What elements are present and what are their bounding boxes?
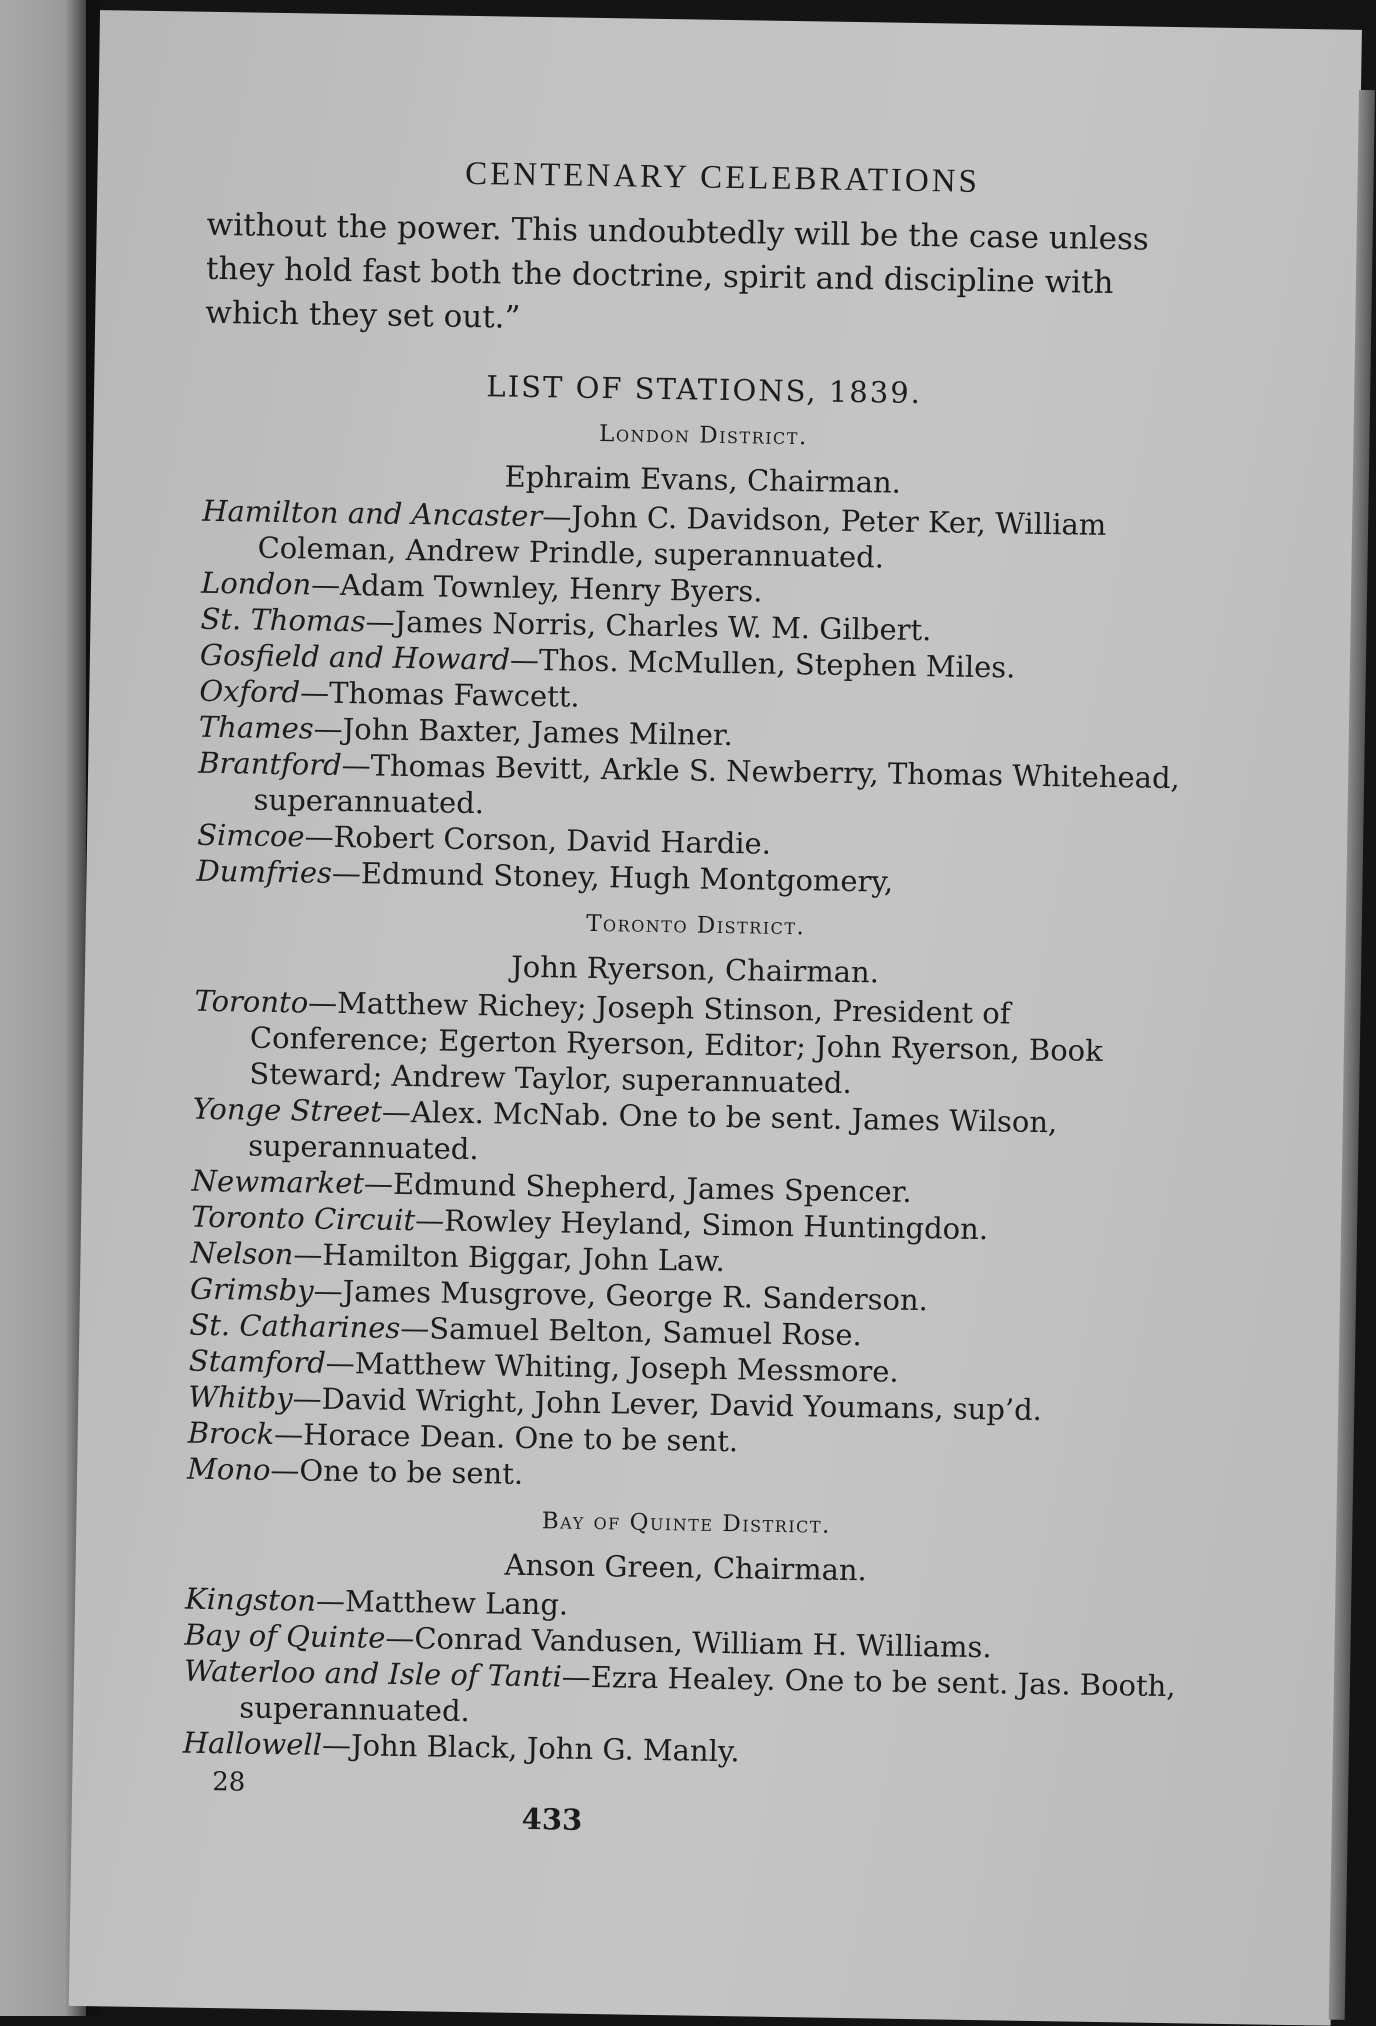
book-page [69,10,1362,2026]
district-chairman: John Ryerson, Chairman. [510,949,880,990]
signature-mark: 28 [212,1767,246,1798]
page-edge-shadow [1329,90,1375,2020]
em-dash: — [304,819,334,854]
station-ministers: Matthew Whiting, Joseph Messmore. [354,1346,899,1389]
station-ministers: One to be sent. [299,1453,524,1491]
station-place: Grimsby [189,1271,314,1308]
station-ministers: Matthew Richey; Joseph Stinson, President of Conference; Egerton Ryerson, Editor; John Ryerson, Book Steward; Andrew Taylor, superannuated. [249,985,1104,1101]
station-place: Simcoe [196,817,305,854]
station-place: London [200,565,312,602]
em-dash: — [310,567,341,602]
em-dash: — [331,855,362,891]
em-dash: — [299,675,330,710]
station-place: Whitby [188,1379,293,1416]
em-dash: — [365,604,395,639]
page-footer [182,1767,1183,1843]
station-ministers: Edmund Shepherd, James Spencer. [392,1166,912,1209]
station-ministers: James Norris, Charles W. M. Gilbert. [394,604,932,648]
station-place: Gosfield and Howard [199,637,511,677]
em-dash: — [381,1094,412,1130]
station-entry [193,983,1195,1107]
page-number: 433 [521,1801,583,1837]
district-heading: Bay of Quinte District. [541,1508,832,1539]
em-dash: — [542,499,572,534]
em-dash: — [400,1310,430,1346]
district-heading: Toronto District. [585,910,806,941]
station-ministers: Matthew Lang. [344,1584,569,1622]
station-ministers: Horace Dean. One to be sent. [302,1417,739,1459]
station-ministers: Adam Townley, Henry Byers. [339,567,763,609]
station-ministers: Thos. McMullen, Stephen Miles. [538,643,1016,685]
em-dash: — [315,1583,346,1619]
district-chairman: Anson Green, Chairman. [504,1547,868,1588]
running-head: CENTENARY CELEBRATIONS [464,155,981,200]
station-place: Nelson [190,1235,294,1272]
list-title: LIST OF STATIONS, 1839. [486,369,923,411]
page-text [182,152,1208,1843]
em-dash: — [363,1166,394,1201]
station-place: Hallowell [182,1725,323,1762]
station-place: Brantford [198,745,342,782]
em-dash: — [385,1620,415,1656]
em-dash: — [341,747,371,783]
station-place: Newmarket [191,1163,365,1201]
em-dash: — [270,1452,300,1488]
em-dash: — [292,1381,322,1416]
station-ministers: John Black, John G. Manly. [350,1728,740,1769]
em-dash: — [561,1659,592,1694]
station-place: Waterloo and Isle of Tanti [183,1653,563,1694]
district-heading: London District. [598,420,808,451]
station-ministers: David Wright, John Lever, David Youmans, sup’d. [321,1381,1043,1428]
station-ministers: Edmund Stoney, Hugh Montgomery, [360,856,894,899]
em-dash: — [313,1273,343,1309]
em-dash: — [321,1727,352,1763]
station-ministers: Robert Corson, David Hardie. [333,819,772,861]
station-place: Bay of Quinte [184,1617,386,1655]
station-place: Mono [186,1451,271,1487]
em-dash: — [307,985,338,1020]
station-ministers: John Baxter, James Milner. [342,711,734,753]
station-place: Kingston [184,1581,317,1618]
station-place: St. Catharines [189,1307,401,1345]
opening-paragraph: without the power. This undoubtedly will be the case unless they hold fast both the doctrine, spirit and discipline with which they set out.” [205,206,1150,336]
station-place: Hamilton and Ancaster [201,493,543,534]
station-ministers: Thomas Bevitt, Arkle S. Newberry, Thomas Whitehead, superannuated. [253,748,1181,821]
station-ministers: Alex. McNab. One to be sent. James Wilson, superannuated. [247,1095,1058,1167]
em-dash: — [325,1345,356,1381]
em-dash: — [509,642,540,678]
station-ministers: Conrad Vandusen, William H. Williams. [414,1621,992,1665]
station-place: Thames [198,709,314,746]
station-place: Stamford [188,1343,327,1380]
em-dash: — [293,1237,323,1272]
station-ministers: Ezra Healey. One to be sent. Jas. Booth, superannuated. [239,1660,1176,1729]
em-dash: — [313,711,343,746]
district-chairman: Ephraim Evans, Chairman. [504,459,902,500]
districts-list [183,415,1204,1777]
station-place: Dumfries [196,853,333,890]
em-dash: — [273,1417,304,1452]
station-ministers: Hamilton Biggar, John Law. [322,1237,726,1279]
em-dash: — [414,1203,445,1238]
station-ministers: James Musgrove, George R. Sanderson. [342,1274,929,1318]
station-place: Brock [187,1415,275,1451]
station-ministers: Thomas Fawcett. [328,675,580,714]
station-place: Oxford [199,673,301,710]
station-ministers: Samuel Belton, Samuel Rose. [429,1311,863,1353]
station-ministers: John C. Davidson, Peter Ker, William Coleman, Andrew Prindle, superannuated. [257,499,1107,575]
station-place: Toronto [194,983,309,1020]
station-place: Toronto Circuit [190,1199,416,1238]
station-place: Yonge Street [192,1091,383,1129]
station-place: St. Thomas [200,601,366,639]
station-ministers: Rowley Heyland, Simon Huntingdon. [443,1203,989,1247]
